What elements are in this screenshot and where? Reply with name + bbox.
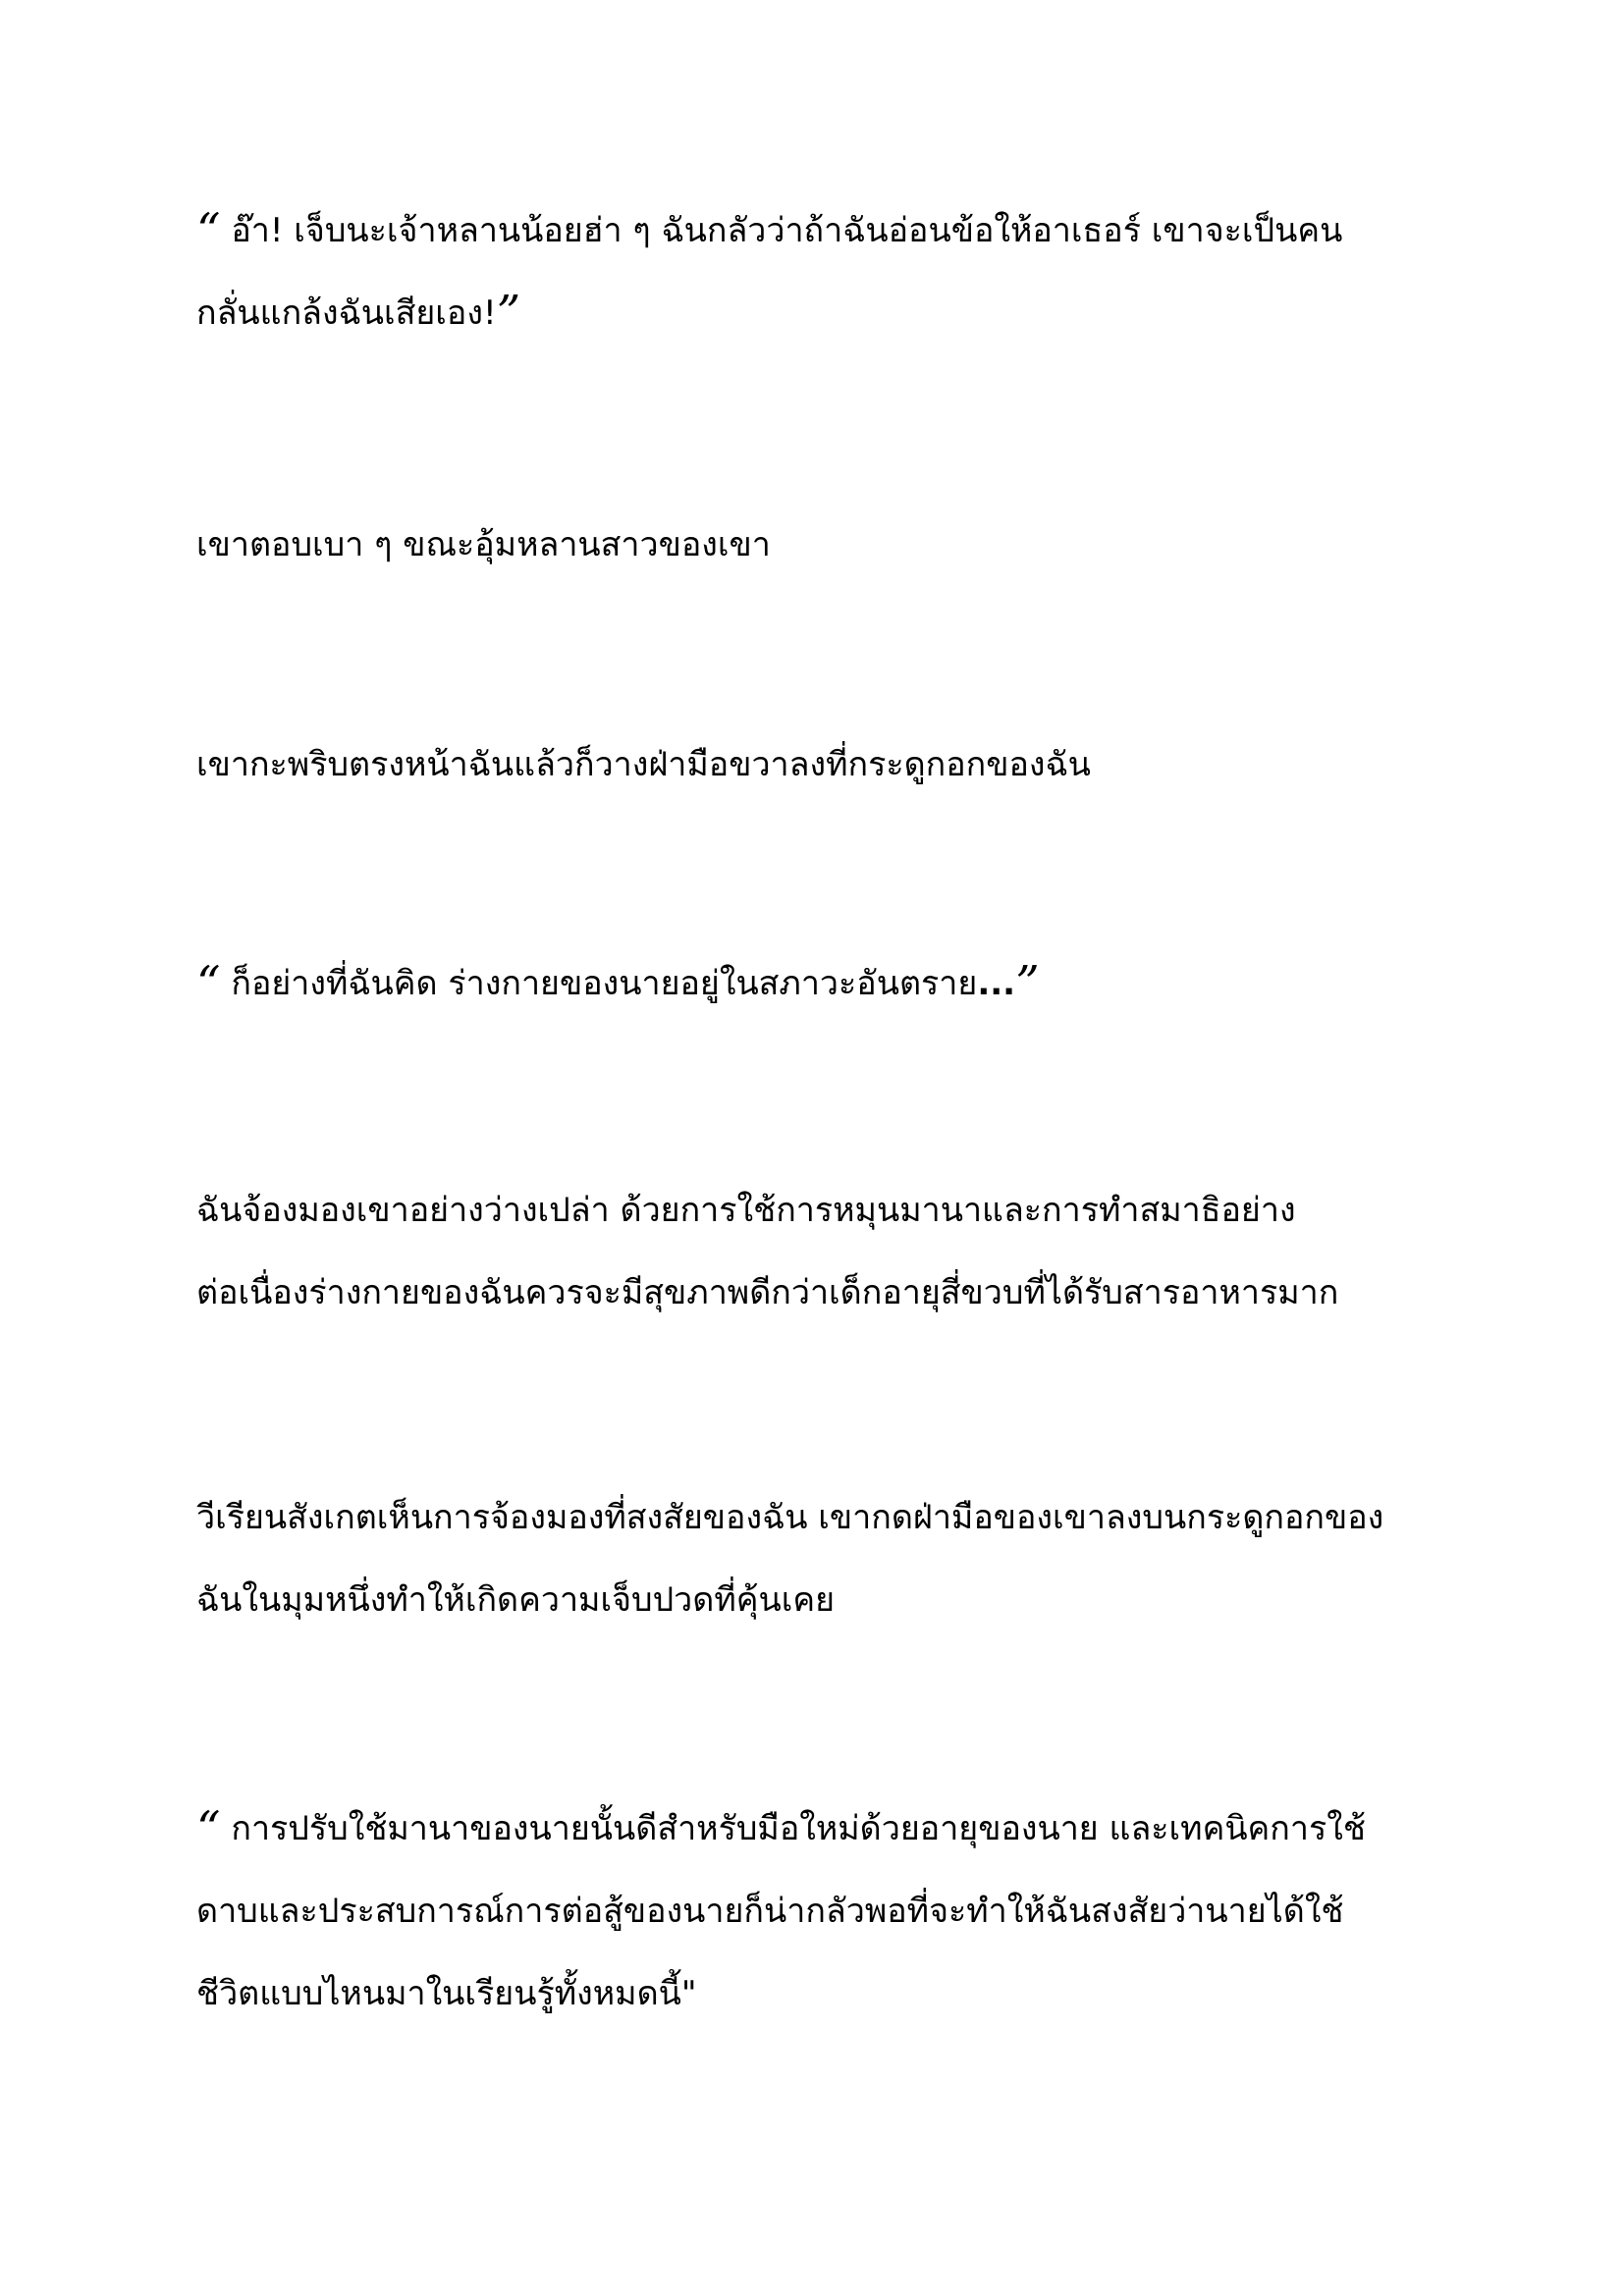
close-quote: ” [1015, 956, 1040, 1011]
line-text: การปรับใช้มานาของนายนั้นดีสำหรับมือใหม่ด้วยอายุของนาย และเทคนิคการใช้ [220, 1809, 1366, 1848]
ellipsis: ... [977, 964, 1016, 1003]
line-text: เขากะพริบตรงหน้าฉันแล้วก็วางฝ่ามือขวาลงที่กระดูกอกของฉัน [196, 745, 1091, 784]
narration-paragraph-5 [196, 1191, 1463, 1312]
line-text: อ๊า! เจ็บนะเจ้าหลานน้อยฮ่า ๆ ฉันกลัวว่าถ้าฉันอ่อนข้อให้อาเธอร์ เขาจะเป็นคน [220, 211, 1343, 250]
text-line [196, 1801, 1463, 1856]
narration-paragraph-2 [196, 525, 1463, 564]
open-quote: “ [196, 1801, 221, 1856]
line-text: ดาบและประสบการณ์การต่อสู้ของนายก็น่ากลัวพอที่จะทำให้ฉันสงสัยว่านายได้ใช้ [196, 1892, 1344, 1931]
text-line [196, 1498, 1463, 1537]
close-quote: ” [496, 286, 521, 341]
line-text: เขาตอบเบา ๆ ขณะอุ้มหลานสาวของเขา [196, 525, 771, 564]
dialogue-paragraph-4 [196, 956, 1463, 1011]
dialogue-paragraph-7 [196, 1801, 1463, 2013]
text-line [196, 525, 1463, 564]
text-line [196, 1974, 1463, 2013]
text-line [196, 1892, 1463, 1931]
line-text: ก็อย่างที่ฉันคิด ร่างกายของนายอยู่ในสภาวะอันตราย [220, 964, 978, 1003]
line-text: ฉันจ้องมองเขาอย่างว่างเปล่า ด้วยการใช้การหมุนมานาและการทำสมาธิอย่าง [196, 1191, 1296, 1230]
text-line [196, 956, 1463, 1011]
line-text: กลั่นแกล้งฉันเสียเอง! [196, 294, 497, 333]
text-line [196, 745, 1463, 784]
line-text: วีเรียนสังเกตเห็นการจ้องมองที่สงสัยของฉัน เขากดฝ่ามือของเขาลงบนกระดูกอกของ [196, 1498, 1384, 1537]
narration-paragraph-6 [196, 1498, 1463, 1620]
open-quote: “ [196, 203, 221, 258]
narration-paragraph-3 [196, 745, 1463, 784]
dialogue-paragraph-1 [196, 203, 1463, 341]
line-text: ฉันในมุมหนึ่งทำให้เกิดความเจ็บปวดที่คุ้นเคย [196, 1580, 836, 1620]
open-quote: “ [196, 956, 221, 1011]
text-line [196, 1580, 1463, 1620]
line-text: ต่อเนื่องร่างกายของฉันควรจะมีสุขภาพดีกว่าเด็กอายุสี่ขวบที่ได้รับสารอาหารมาก [196, 1273, 1339, 1312]
line-text: ชีวิตแบบไหนมาในเรียนรู้ทั้งหมดนี้" [196, 1974, 697, 2013]
text-line [196, 286, 1463, 341]
text-line [196, 1191, 1463, 1230]
text-line [196, 203, 1463, 258]
text-line [196, 1273, 1463, 1312]
